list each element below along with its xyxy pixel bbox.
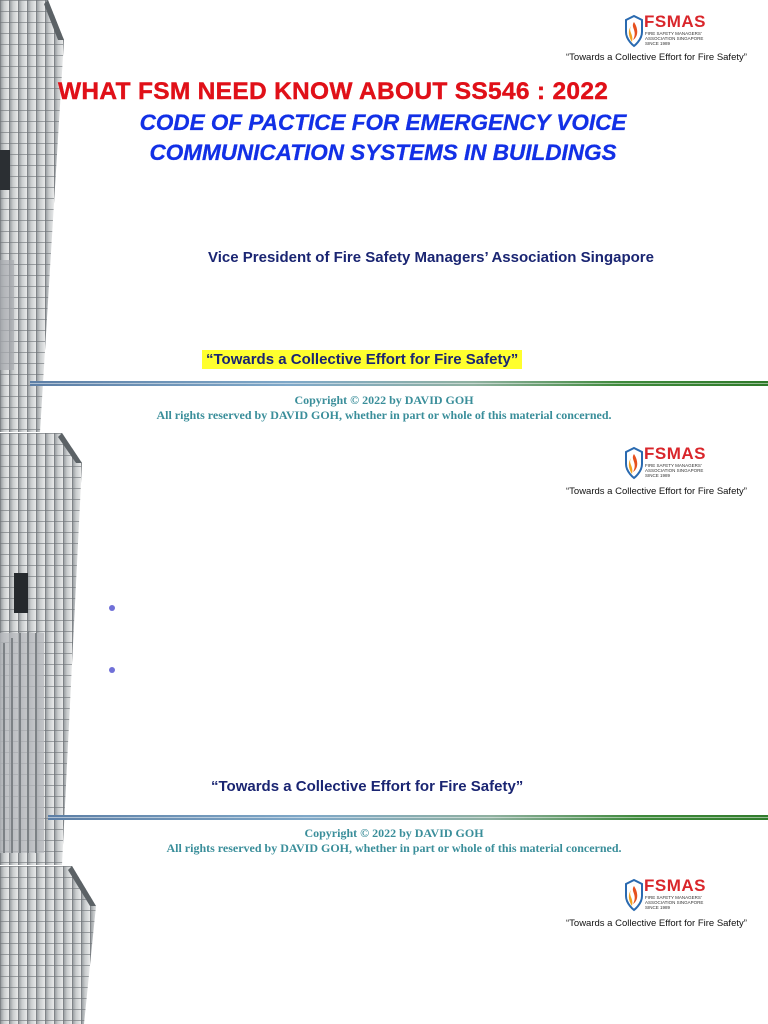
flame-shield-icon [624, 878, 644, 912]
fsmas-logo [624, 444, 724, 488]
flame-shield-icon [624, 446, 644, 480]
copyright-line-2: All rights reserved by DAVID GOH, whether in part or whole of this material concerned. [156, 408, 612, 422]
copyright-line-1: Copyright © 2022 by DAVID GOH [304, 826, 484, 840]
slide-3 [0, 866, 768, 1024]
title-red: WHAT FSM NEED KNOW ABOUT SS546 : 2022 [58, 78, 609, 105]
fsmas-logo [624, 12, 724, 56]
title-blue-line-2: COMMUNICATION SYSTEMS IN BUILDINGS [149, 140, 617, 165]
copyright-notice [0, 393, 768, 423]
logo-brand: FSMAS [644, 444, 706, 463]
decorative-stripe [30, 381, 768, 386]
logo-tagline: “Towards a Collective Effort for Fire Safety” [566, 486, 747, 497]
building-graphic [0, 0, 66, 432]
decorative-stripe [48, 815, 768, 820]
bullet-point-2 [109, 667, 115, 673]
tagline: “Towards a Collective Effort for Fire Safety” [211, 778, 524, 795]
logo-brand: FSMAS [644, 12, 706, 31]
flame-shield-icon [624, 14, 644, 48]
presenter-role: Vice President of Fire Safety Managers’ Association Singapore [208, 249, 654, 266]
slide-2 [0, 433, 768, 865]
building-graphic [0, 433, 82, 865]
building-graphic [0, 866, 96, 1024]
fsmas-logo [624, 876, 724, 920]
logo-subtitle: FIRE SAFETY MANAGERS' ASSOCIATION SINGAPORE SINCE 1989 [645, 463, 704, 478]
logo-subtitle: FIRE SAFETY MANAGERS' ASSOCIATION SINGAPORE SINCE 1989 [645, 895, 704, 910]
slide-1 [0, 0, 768, 432]
logo-tagline: “Towards a Collective Effort for Fire Safety” [566, 52, 747, 63]
logo-subtitle: FIRE SAFETY MANAGERS' ASSOCIATION SINGAPORE SINCE 1989 [645, 31, 704, 46]
logo-tagline: “Towards a Collective Effort for Fire Safety” [566, 918, 747, 929]
copyright-line-1: Copyright © 2022 by DAVID GOH [294, 393, 474, 407]
copyright-line-2: All rights reserved by DAVID GOH, whether in part or whole of this material concerned. [166, 841, 622, 855]
bullet-point-1 [109, 605, 115, 611]
highlighted-tagline: “Towards a Collective Effort for Fire Safety” [202, 350, 522, 369]
title-blue-line-1: CODE OF PACTICE FOR EMERGENCY VOICE [139, 110, 627, 135]
copyright-notice [10, 826, 768, 856]
logo-brand: FSMAS [644, 876, 706, 895]
